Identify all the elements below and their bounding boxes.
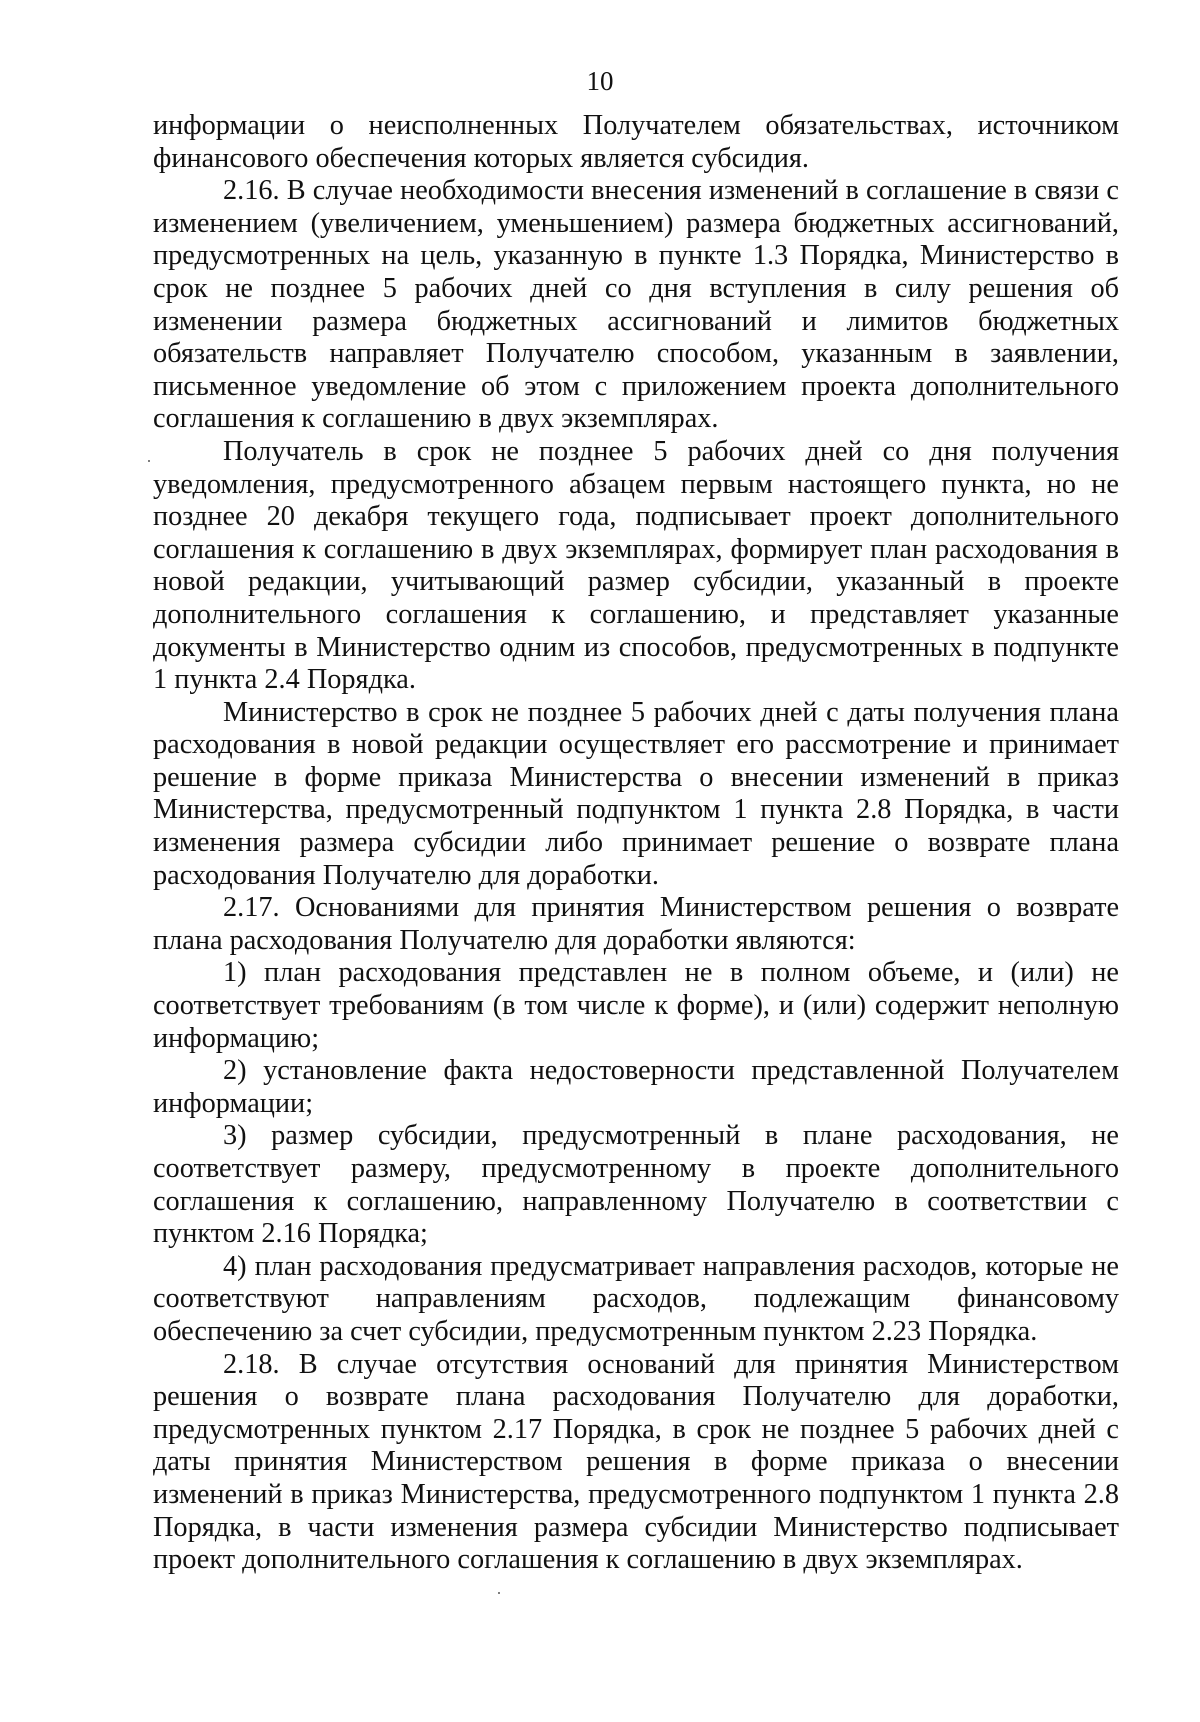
paragraph-ministry-review: Министерство в срок не позднее 5 рабочих дней с даты получения плана расходования в новой редакции осуществляет его рассмотрение и принимает решение в форме приказа Министерства о внесении изменений в приказ Министерства, предусмотренный подпунктом 1 пункта 2.8 Порядка, в части изменения размера субсидии либо принимает решение о возврате плана расходования Получателю для доработки. (153, 696, 1119, 891)
paragraph-2-16: 2.16. В случае необходимости внесения изменений в соглашение в связи с изменением (увеличением, уменьшением) размера бюджетных ассигнований, предусмотренных на цель, указанную в пункте 1.3 Порядка, Министерство в срок не позднее 5 рабочих дней со дня вступления в силу решения об изменении размера бюджетных ассигнований и лимитов бюджетных обязательств направляет Получателю способом, указанным в заявлении, письменное уведомление об этом с приложением проекта дополнительного соглашения к соглашению в двух экземплярах. (153, 175, 1119, 435)
list-item-1: 1) план расходования представлен не в полном объеме, и (или) не соответствует требованиям (в том числе к форме), и (или) содержит неполную информацию; (153, 957, 1119, 1054)
paragraph-2-17: 2.17. Основаниями для принятия Министерством решения о возврате плана расходования Получателю для доработки являются: (153, 892, 1119, 956)
list-item-3: 3) размер субсидии, предусмотренный в плане расходования, не соответствует размеру, предусмотренному в проекте дополнительного соглашения к соглашению, направленному Получателю в соответствии с пунктом 2.16 Порядка; (153, 1120, 1119, 1250)
paragraph-recipient-signs: Получатель в срок не позднее 5 рабочих дней со дня получения уведомления, предусмотренного абзацем первым настоящего пункта, но не позднее 20 декабря текущего года, подписывает проект дополнительного соглашения к соглашению в двух экземплярах, формирует план расходования в новой редакции, учитывающий размер субсидии, указанный в проекте дополнительного соглашения к соглашению, и представляет указанные документы в Министерство одним из способов, предусмотренных в подпункте 1 пункта 2.4 Порядка. (153, 435, 1119, 696)
paragraph-continuation: информации о неисполненных Получателем обязательствах, источником финансового обеспечения которых является субсидия. (153, 110, 1119, 174)
paragraph-2-18: 2.18. В случае отсутствия оснований для принятия Министерством решения о возврате плана расходования Получателю для доработки, предусмотренных пунктом 2.17 Порядка, в срок не позднее 5 рабочих дней с даты принятия Министерством решения в форме приказа о внесении изменений в приказ Министерства, предусмотренного подпунктом 1 пункта 2.8 Порядка, в части изменения размера субсидии Министерство подписывает проект дополнительного соглашения к соглашению в двух экземплярах. (153, 1348, 1119, 1576)
scan-artifact-dot (148, 460, 150, 462)
document-body (153, 110, 1119, 1577)
list-item-2: 2) установление факта недостоверности представленной Получателем информации; (153, 1055, 1119, 1119)
list-item-4: 4) план расходования предусматривает направления расходов, которые не соответствуют направлениям расходов, подлежащим финансовому обеспечению за счет субсидии, предусмотренным пунктом 2.23 Порядка. (153, 1250, 1119, 1347)
scan-artifact-dot (498, 1592, 500, 1594)
page-number: 10 (586, 66, 614, 96)
